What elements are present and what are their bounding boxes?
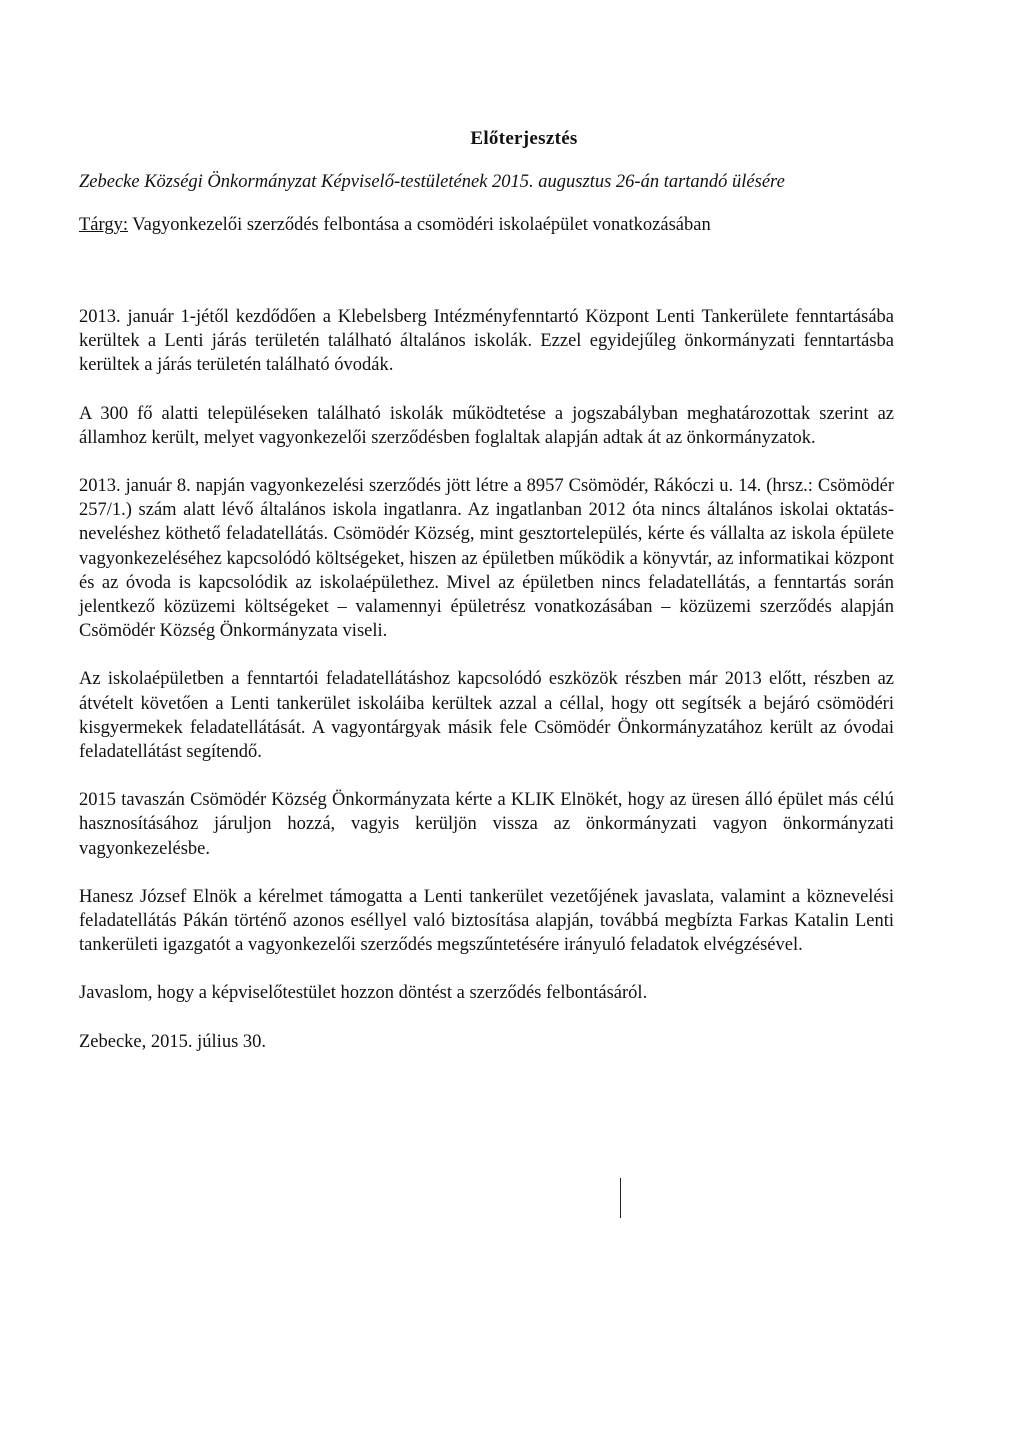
paragraph: 2015 tavaszán Csömödér Község Önkormányzata kérte a KLIK Elnökét, hogy az üresen álló épület más célú hasznosításához járuljon hozzá, vagyis kerüljön vissza az önkormányzati vagyon önkormányzati vagyonkezelésbe. xyxy=(79,790,894,859)
paragraph: Hanesz József Elnök a kérelmet támogatta a Lenti tankerület vezetőjének javaslata, valamint a köznevelési feladatellátás Pákán történő azonos eséllyel való biztosítása alapján, továbbá megbízta Farkas Katalin Lenti tankerületi igazgatót a vagyonkezelői szerződés megszűntetésére irányuló feladatok elvégzésével. xyxy=(79,886,894,956)
paragraph: Zebecke, 2015. július 30. xyxy=(79,1031,267,1052)
document-subtitle: Zebecke Községi Önkormányzat Képviselő-testületének 2015. augusztus 26-án tartandó ülésére xyxy=(79,172,785,192)
scan-mark xyxy=(620,1178,621,1218)
subject-text: Vagyonkezelői szerződés felbontása a csomödéri iskolaépület vonatkozásában xyxy=(127,215,711,235)
paragraph: 2013. január 1-jétől kezdődően a Klebelsberg Intézményfenntartó Központ Lenti Tankerülete fenntartásába kerültek a Lenti járás területén található általános iskolák. Ezzel egyidejűleg önkormányzati fenntartásba kerültek a járás területén található óvodák. xyxy=(79,307,894,376)
subject-label: Tárgy: xyxy=(79,215,128,235)
paragraph: Javaslom, hogy a képviselőtestület hozzon döntést a szerződés felbontásáról. xyxy=(79,983,648,1004)
document-subject xyxy=(79,215,894,236)
paragraph: A 300 fő alatti településeken található iskolák működtetése a jogszabályban meghatározottak szerint az államhoz került, melyet vagyonkezelői szerződésben foglaltak alapján adtak át az önkormányzatok. xyxy=(79,403,894,448)
paragraph: 2013. január 8. napján vagyonkezelési szerződés jött létre a 8957 Csömödér, Rákóczi u. 14. (hrsz.: Csömödér 257/1.) szám alatt lévő általános iskola ingatlanra. Az ingatlanban 2012 óta nincs általános iskolai oktatás-neveléshez köthető feladatellátás. Csömödér Község, mint gesztortelepülés, kérte és vállalta az iskola épülete vagyonkezeléséhez kapcsolódó költségeket, hiszen az épületben működik a könyvtár, az informatikai központ és az óvoda is kapcsolódik az iskolaépülethez. Mivel az épületben nincs feladatellátás, a fenntartás során jelentkező közüzemi költségeket – valamennyi épületrész vonatkozásában – közüzemi szerződés alapján Csömödér Község Önkormányzata viseli. xyxy=(79,476,894,642)
paragraph: Az iskolaépületben a fenntartói feladatellátáshoz kapcsolódó eszközök részben már 2013 előtt, részben az átvételt követően a Lenti tankerület iskoláiba kerültek azzal a céllal, hogy ott segítsék a bejáró csömödéri kisgyermekek feladatellátását. A vagyontárgyak másik fele Csömödér Önkormányzatához került az óvodai feladatellátást segítendő. xyxy=(79,669,894,763)
document-title: Előterjesztés xyxy=(470,128,578,149)
document-body xyxy=(79,305,894,1078)
